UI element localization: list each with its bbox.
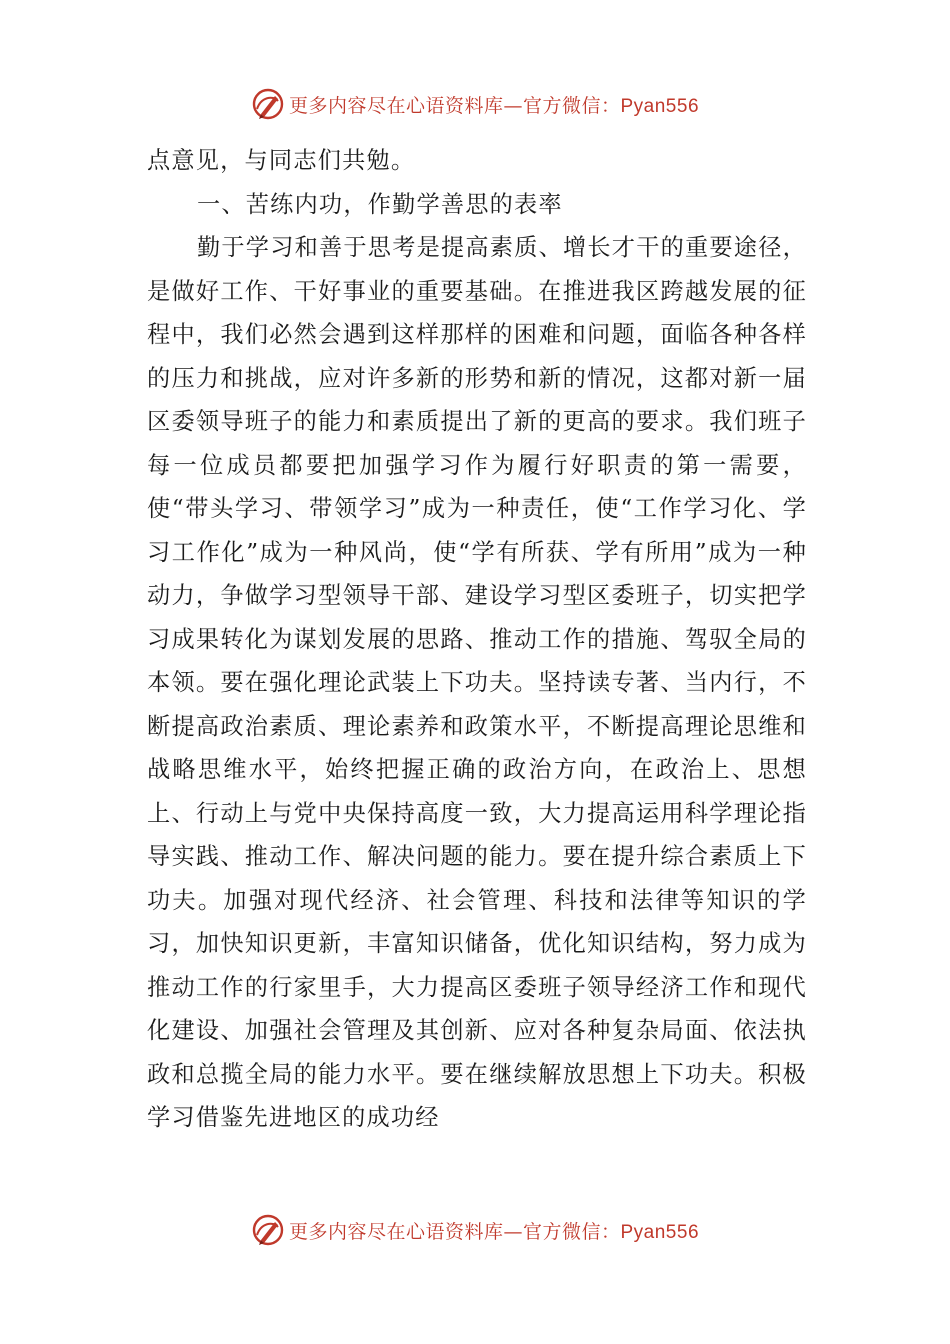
banner-text <box>289 91 699 118</box>
banner-wechat-id: Pyan556 <box>620 95 700 117</box>
document-body <box>147 139 807 1140</box>
banner-wechat-id: Pyan556 <box>620 1221 700 1243</box>
body-paragraph: 勤于学习和善于思考是提高素质、增长才干的重要途径，是做好工作、干好事业的重要基础。在推进我区跨越发展的征程中，我们必然会遇到这样那样的困难和问题，面临各种各样的压力和挑战，应对许多新的形势和新的情况，这都对新一届区委领导班子的能力和素质提出了新的更高的要求。我们班子每一位成员都要把加强学习作为履行好职责的第一需要，使“带头学习、带领学习”成为一种责任，使“工作学习化、学习工作化”成为一种风尚，使“学有所获、学有所用”成为一种动力，争做学习型领导干部、建设学习型区委班子，切实把学习成果转化为谋划发展的思路、推动工作的措施、驾驭全局的本领。要在强化理论武装上下功夫。坚持读专著、当内行，不断提高政治素质、理论素养和政策水平，不断提高理论思维和战略思维水平，始终把握正确的政治方向，在政治上、思想上、行动上与党中央保持高度一致，大力提高运用科学理论指导实践、推动工作、解决问题的能力。要在提升综合素质上下功夫。加强对现代经济、社会管理、科技和法律等知识的学习，加快知识更新，丰富知识储备，优化知识结构，努力成为推动工作的行家里手，大力提高区委班子领导经济工作和现代化建设、加强社会管理及其创新、应对各种复杂局面、依法执政和总揽全局的能力水平。要在继续解放思想上下功夫。积极学习借鉴先进地区的成功经 <box>147 234 807 1131</box>
banner-wechat-label: 官方微信： <box>522 94 621 117</box>
banner-site-name: 更多内容尽在心语资料库 <box>288 1220 504 1243</box>
lead-line: 点意见，与同志们共勉。 <box>147 147 416 174</box>
footer-banner <box>0 1210 950 1250</box>
section-heading: 一、苦练内功，作勤学善思的表率 <box>197 190 563 218</box>
banner-text <box>289 1217 699 1244</box>
banner-wechat-label: 官方微信： <box>522 1220 621 1243</box>
pen-swirl-logo-icon <box>251 87 285 121</box>
header-banner-inner <box>251 87 699 121</box>
banner-separator: — <box>503 1220 523 1243</box>
header-banner <box>0 84 950 124</box>
banner-separator: — <box>503 94 523 117</box>
footer-banner-inner <box>251 1213 699 1247</box>
banner-site-name: 更多内容尽在心语资料库 <box>288 94 504 117</box>
pen-swirl-logo-icon <box>251 1213 285 1247</box>
